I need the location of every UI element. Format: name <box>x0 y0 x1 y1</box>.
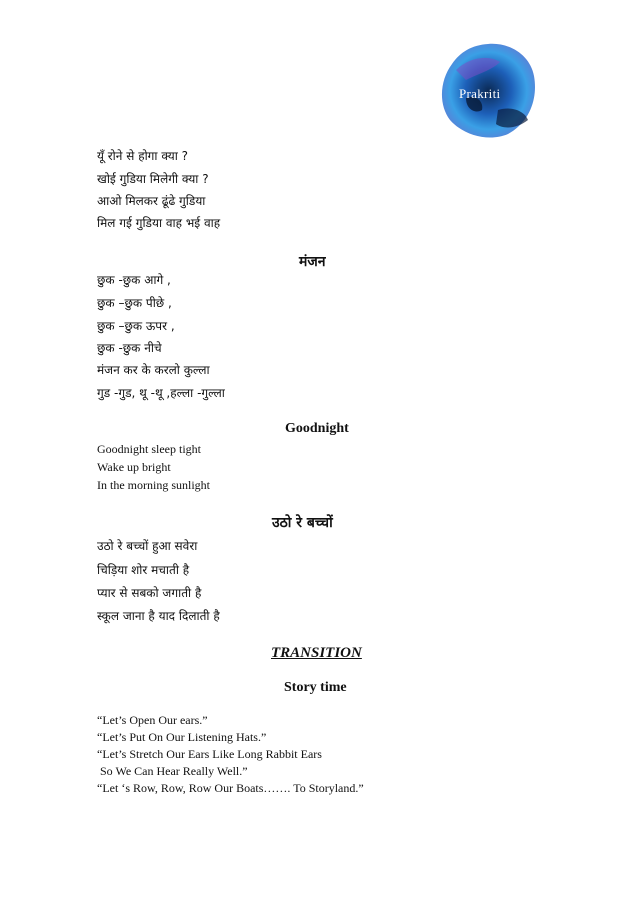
song2-line-1: छुक -छुक आगे , <box>97 273 171 287</box>
transition-title: TRANSITION <box>271 645 362 661</box>
song1-line-1: यूँ रोने से होगा क्या ? <box>97 149 189 163</box>
song3-title: Goodnight <box>285 421 349 436</box>
transition-line-2: “Let’s Put On Our Listening Hats.” <box>97 730 267 744</box>
song4-line-1: उठो रे बच्चों हुआ सवेरा <box>97 539 198 553</box>
song1-line-4: मिल गई गुडिया वाह भई वाह <box>97 216 221 230</box>
song2-line-3: छुक –छुक ऊपर , <box>97 319 175 333</box>
transition-line-3: “Let’s Stretch Our Ears Like Long Rabbit Ears <box>97 747 322 761</box>
song4-line-2: चिड़िया शोर मचाती है <box>97 563 190 577</box>
song4-line-4: स्कूल जाना है याद दिलाती है <box>97 609 220 623</box>
song1-line-2: खोई गुडिया मिलेगी क्या ? <box>97 172 209 186</box>
song4-title: उठो रे बच्चों <box>272 515 333 531</box>
song2-line-6: गुड -गुड, थू -थू ,हल्ला -गुल्ला <box>97 386 225 400</box>
song4-line-3: प्यार से सबको जगाती है <box>97 586 202 600</box>
logo-text: Prakriti <box>459 86 501 101</box>
transition-line-5: “Let ‘s Row, Row, Row Our Boats……. To Storyland.” <box>97 781 364 795</box>
song2-line-2: छुक –छुक पीछे , <box>97 296 172 310</box>
song2-title: मंजन <box>299 254 326 270</box>
song2-line-4: छुक -छुक नीचे <box>97 341 162 355</box>
transition-subtitle: Story time <box>284 680 347 695</box>
transition-line-1: “Let’s Open Our ears.” <box>97 713 208 727</box>
song2-line-5: मंजन कर के करलो कुल्ला <box>97 363 210 377</box>
song3-line-2: Wake up bright <box>97 460 171 474</box>
song1-line-3: आओ मिलकर ढूंढे गुडिया <box>97 194 206 208</box>
song3-line-3: In the morning sunlight <box>97 478 210 492</box>
song3-line-1: Goodnight sleep tight <box>97 442 201 456</box>
transition-line-4: So We Can Hear Really Well.” <box>97 764 248 778</box>
